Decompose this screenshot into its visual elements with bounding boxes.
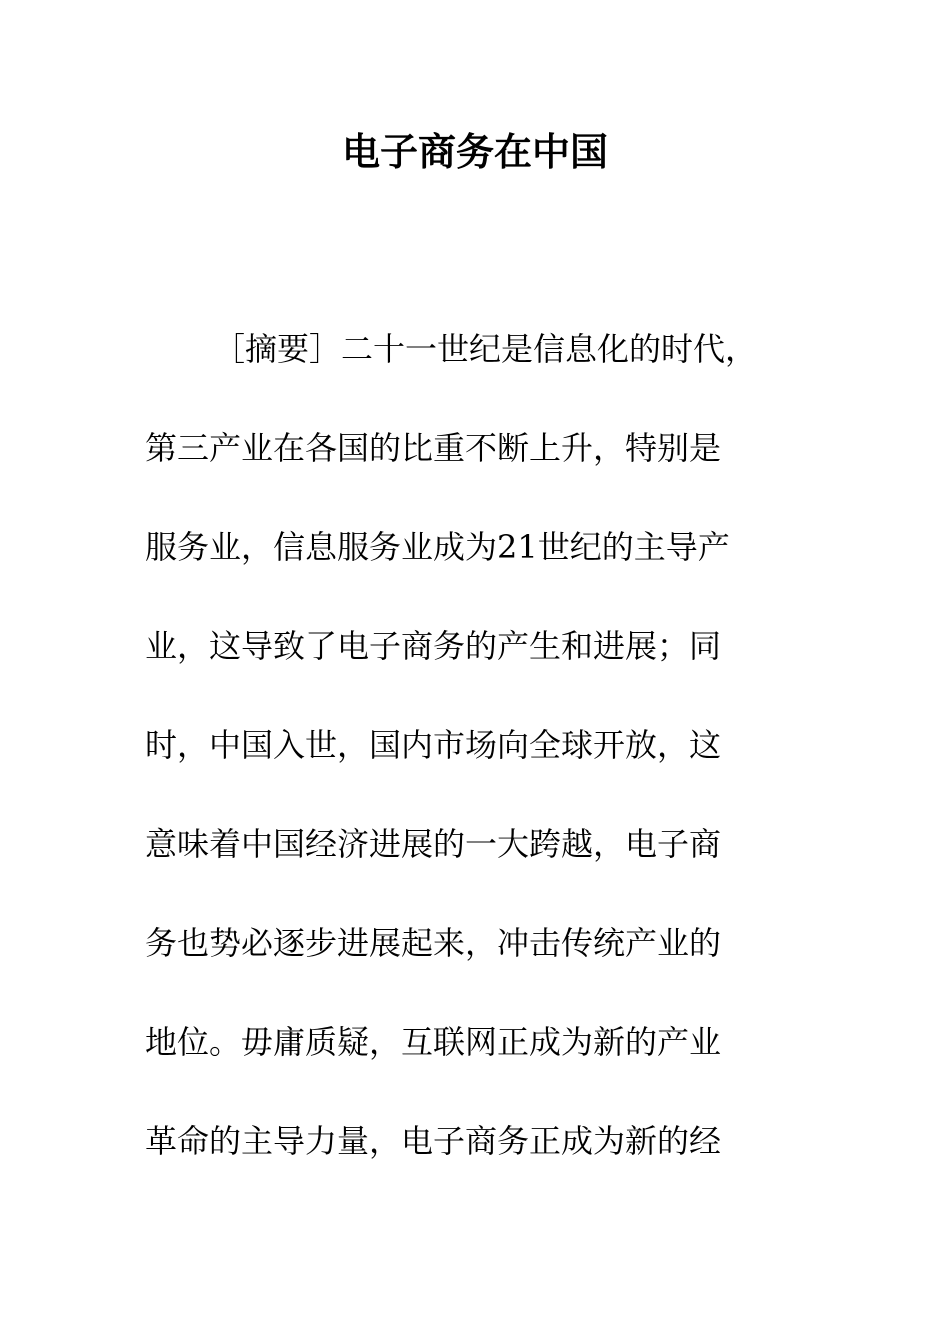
abstract-line: 服务业，信息服务业成为21世纪的主导产 [145, 528, 730, 566]
abstract-line: 革命的主导力量，电子商务正成为新的经 [145, 1122, 722, 1160]
abstract-line: 业，这导致了电子商务的产生和进展；同 [145, 627, 722, 665]
abstract-paragraph [145, 300, 795, 1191]
abstract-line: ［摘要］二十一世纪是信息化的时代， [213, 330, 758, 368]
abstract-line: 地位。毋庸质疑，互联网正成为新的产业 [145, 1023, 722, 1061]
abstract-line: 意味着中国经济进展的一大跨越，电子商 [145, 825, 722, 863]
abstract-line: 时，中国入世，国内市场向全球开放，这 [145, 726, 722, 764]
abstract-line: 务也势必逐步进展起来，冲击传统产业的 [145, 924, 722, 962]
document-title: 电子商务在中国 [341, 130, 608, 174]
abstract-line: 第三产业在各国的比重不断上升，特别是 [145, 429, 722, 467]
